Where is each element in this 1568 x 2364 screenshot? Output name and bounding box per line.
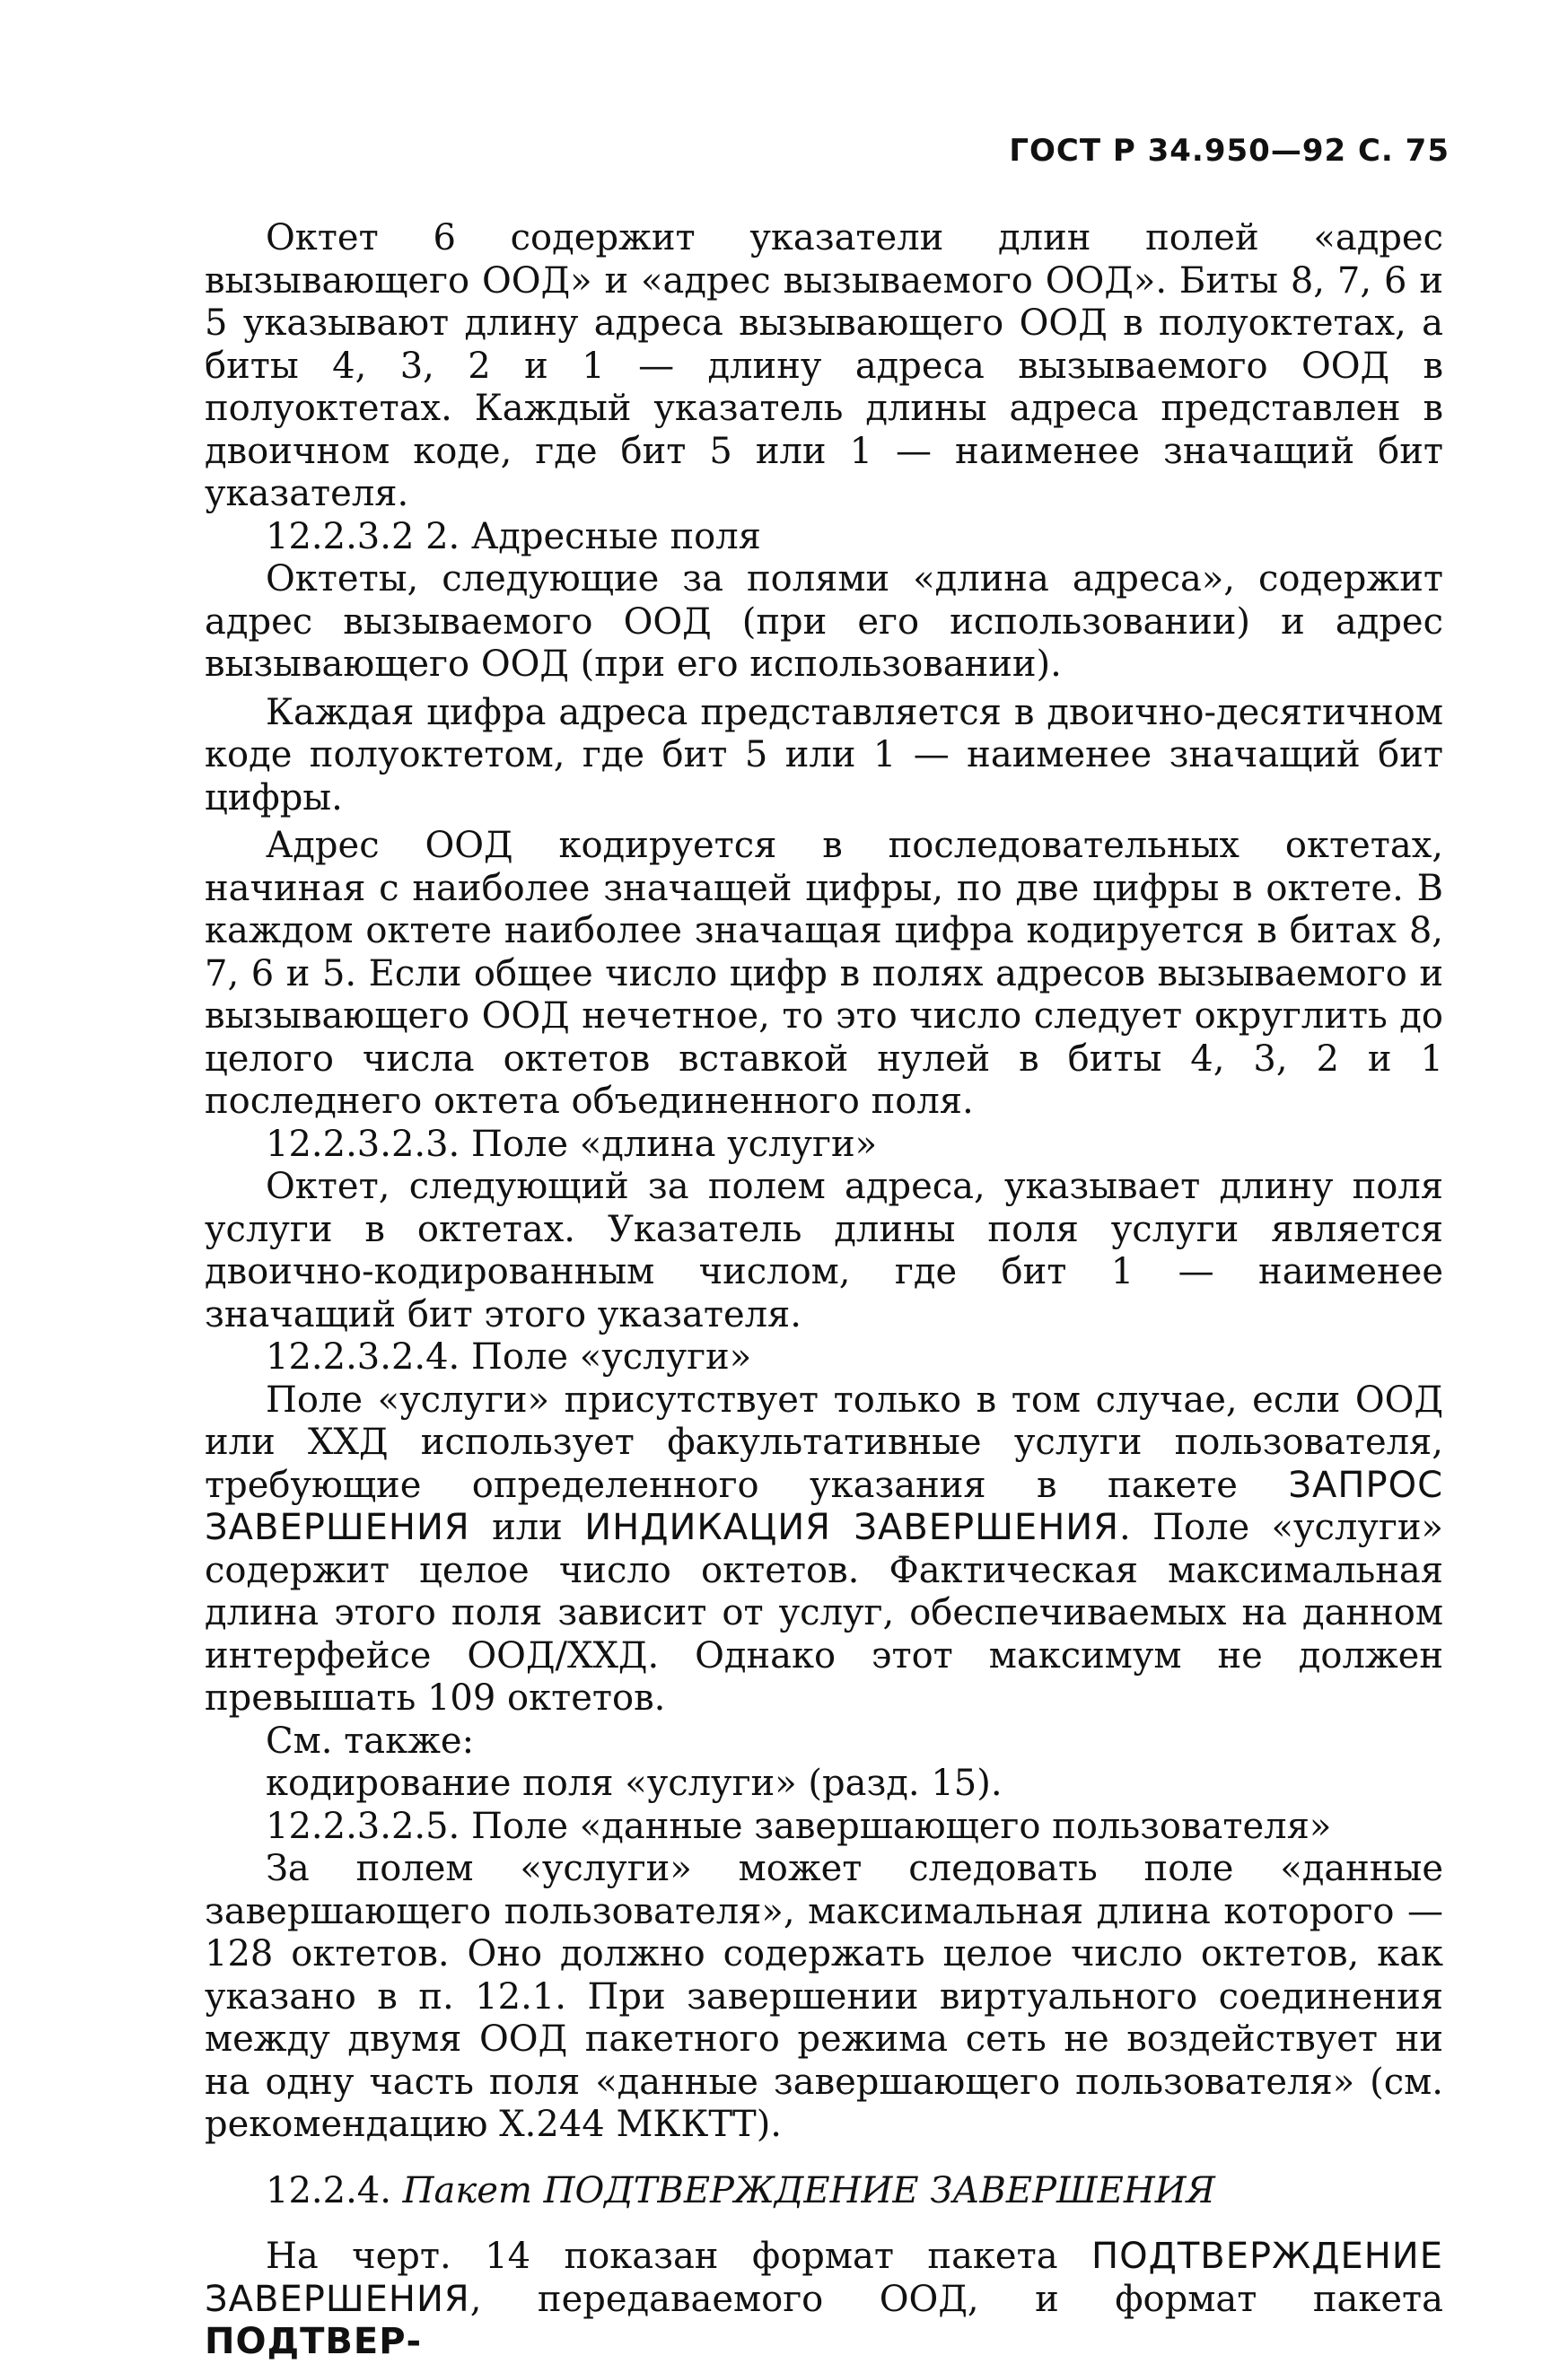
term-clear-indication: ИНДИКАЦИЯ ЗАВЕРШЕНИЯ bbox=[584, 1507, 1119, 1548]
paragraph-address-coding: Адрес ООД кодируется в последовательных октетах, начиная с наиболее значащей цифры, по две цифры в октете. В каждом октете наиболее значащая цифра кодируется в битах 8, 7, 6 и 5. Если общее число цифр в полях адресов вызываемого и вызывающего ООД нечетное, то это число следует округлить до целого числа октетов вставкой нулей в биты 4, 3, 2 и 1 последнего октета объединенного поля. bbox=[205, 825, 1443, 1122]
paragraph-address-fields: Октеты, следующие за полями «длина адреса», содержит адрес вызываемого ООД (при его использовании) и адрес вызывающего ООД (при его использовании). bbox=[205, 558, 1443, 685]
heading-12-2-4-title: Пакет ПОДТВЕРЖДЕНИЕ ЗАВЕРШЕНИЯ bbox=[402, 2169, 1215, 2211]
heading-12-2-4-number: 12.2.4. bbox=[266, 2169, 403, 2211]
see-also-label: См. также: bbox=[266, 1720, 475, 1762]
see-also-item: кодирование поля «услуги» (разд. 15). bbox=[266, 1763, 1003, 1804]
heading-12-2-4 bbox=[205, 2170, 1443, 2213]
paragraph-octet-6: Октет 6 содержит указатели длин полей «адрес вызывающего ООД» и «адрес вызываемого ООД». Биты 8, 7, 6 и 5 указывают длину адреса вызывающего ООД в полуоктетах, а биты 4, 3, 2 и 1 — длину адреса вызываемого ООД в полуоктетах. Каждый указатель длины адреса представлен в двоичном коде, где бит 5 или 1 — наименее значащий бит указателя. bbox=[205, 217, 1443, 514]
term-clear-confirmation-continued: ПОДТВЕР- bbox=[205, 2321, 423, 2362]
confirmation-text-part-2: , передаваемого ООД, и формат пакета bbox=[469, 2278, 1443, 2320]
heading-12-2-3-2-5: 12.2.3.2.5. Поле «данные завершающего пользователя» bbox=[266, 1805, 1332, 1847]
page-header: ГОСТ Р 34.950—92 С. 75 bbox=[1009, 133, 1450, 169]
paragraph-services-field bbox=[205, 1379, 1443, 1720]
heading-12-2-3-2-2: 12.2.3.2 2. Адресные поля bbox=[266, 515, 761, 557]
services-text-part-3: . Поле «услуги» содержит целое число октетов. Фактическая максимальная длина этого поля зависит от услуг, обеспечиваемых на данном интерфейсе ООД/ХХД. Однако этот максимум не должен превышать 109 октетов. bbox=[205, 1507, 1443, 1719]
term-clear-confirmation: ПОДТВЕРЖДЕНИЕ ЗАВЕРШЕНИЯ bbox=[205, 2236, 1443, 2320]
paragraph-user-data: За полем «услуги» может следовать поле «данные завершающего пользователя», максимальная длина которого — 128 октетов. Оно должно содержать целое число октетов, как указано в п. 12.1. При завершении виртуального соединения между двумя ООД пакетного режима сеть не воздействует ни на одну часть поля «данные завершающего пользователя» (см. рекомендацию X.244 МККТТ). bbox=[205, 1848, 1443, 2145]
services-text-part-1: Поле «услуги» присутствует только в том случае, если ООД или ХХД использует факультативные услуги пользователя, требующие определенного указания в пакете bbox=[205, 1379, 1443, 1506]
term-clear-request: ЗАПРОС ЗАВЕРШЕНИЯ bbox=[205, 1464, 1443, 1548]
heading-12-2-3-2-3: 12.2.3.2.3. Поле «длина услуги» bbox=[266, 1123, 878, 1165]
paragraph-clear-confirmation bbox=[205, 2236, 1443, 2364]
heading-12-2-3-2-4: 12.2.3.2.4. Поле «услуги» bbox=[266, 1336, 752, 1378]
confirmation-text-part-1: На черт. 14 показан формат пакета bbox=[266, 2236, 1092, 2277]
paragraph-service-length: Октет, следующий за полем адреса, указывает длину поля услуги в октетах. Указатель длины поля услуги является двоично-кодированным числом, где бит 1 — наименее значащий бит этого указателя. bbox=[205, 1166, 1443, 1335]
services-text-part-2: или bbox=[469, 1507, 585, 1548]
paragraph-address-digits: Каждая цифра адреса представляется в двоично-десятичном коде полуоктетом, где бит 5 или 1 — наименее значащий бит цифры. bbox=[205, 691, 1443, 819]
body-text bbox=[205, 217, 1443, 2364]
